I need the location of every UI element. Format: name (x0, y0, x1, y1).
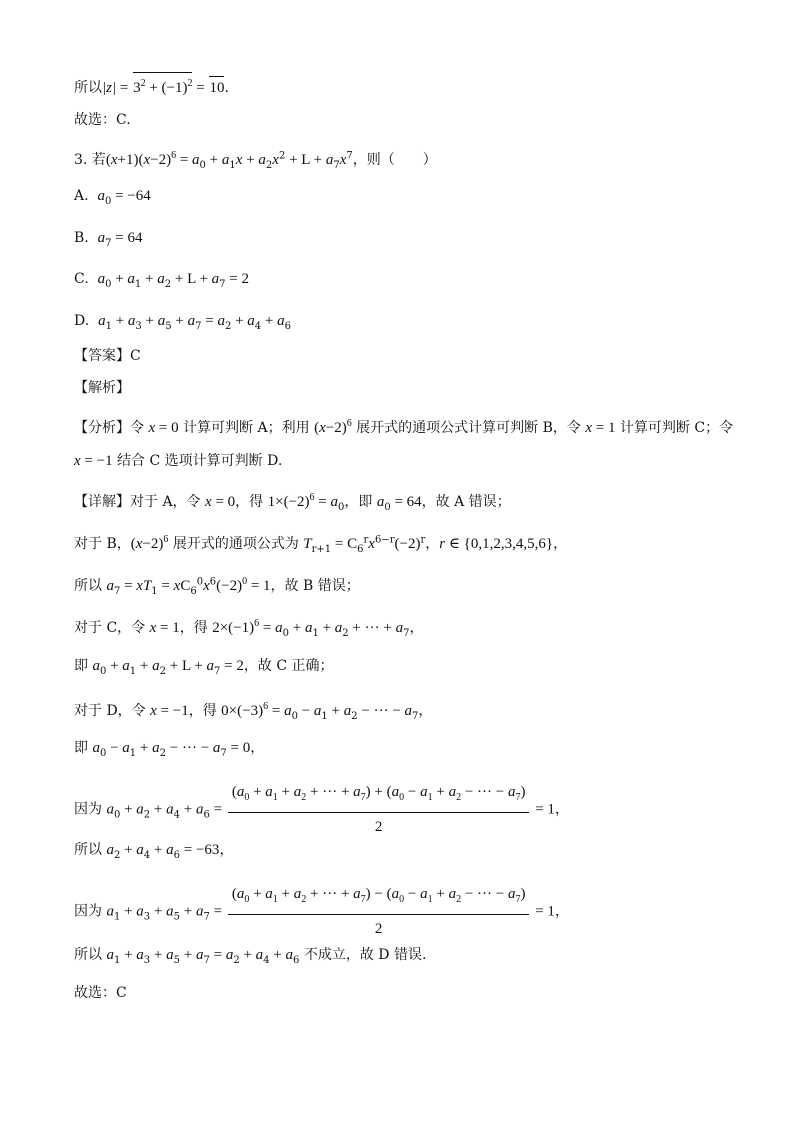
analysis-line-2: x = −1 结合 C 选项计算可判断 D. (74, 453, 283, 469)
option-a: A. $a_0 = -64$ (74, 188, 151, 207)
line-abs-z: 所以$|z| = 3^2 + (-1)^2 = 10$. (74, 72, 229, 98)
detail-a: 【详解】对于 A，令 x = 0，得 $1\times(-2)^6 = a_0$，即 $a_0 = 64$，故 A 错误； (74, 492, 511, 513)
detail-b-1: 对于 B，$(x-2)^6$ 展开式的通项公式为 $T_{r+1} = C_6^rx^{6-r}(-2)^r$，r ∈ {0,1,2,3,4,5,6}， (74, 534, 568, 555)
detail-d-2: 即 $a_0 - a_1 + a_2$ − ··· − $a_7 = 0$， (74, 740, 265, 759)
detail-even-sum: 因为 $a_0 + a_2 + a_4 + a_6$ = $\frac{(a_0 + a_1 + a_2 + \cdot\cdot\cdot + a_7) + (a_0 - a_1 + a_2 - \cdot\cdot\cdot - a_7)}{2}$ = 1， (74, 780, 569, 839)
detail-b-2: 所以 $a_7 = xT_1 = xC_6^0x^6(-2)^0 = 1$，故 B 错误； (74, 576, 360, 597)
option-b: B. $a_7 = 64$ (74, 230, 143, 249)
detail-d-1: 对于 D，令 x = −1，得 $0\times(-3)^6 = a_0 - a_1 + a_2$ − ··· − $a_7$， (74, 701, 433, 722)
detail-odd-sum: 因为 $a_1 + a_3 + a_5 + a_7$ = $\frac{(a_0 + a_1 + a_2 + \cdot\cdot\cdot + a_7) - (a_0 - a_1 + a_2 - \cdot\cdot\cdot - a_7)}{2}$ = 1， (74, 882, 569, 941)
line-choose-c-1: 故选：C. (74, 112, 131, 128)
detail-c-1: 对于 C，令 x = 1，得 $2\times(-1)^6 = a_0 + a_1 + a_2$ + ··· + $a_7$， (74, 618, 424, 639)
option-c: C. $a_0 + a_1 + a_2 + L + a_7 = 2$ (74, 271, 250, 290)
detail-d-conclusion: 所以 $a_1 + a_3 + a_5 + a_7 = a_2 + a_4 + a_6$ 不成立，故 D 错误. (74, 947, 427, 966)
detail-even-result: 所以 $a_2 + a_4 + a_6 = -63$， (74, 842, 234, 861)
line-choose-c-2: 故选：C (74, 985, 127, 1001)
answer-label: 【答案】C (74, 348, 141, 364)
question-3-stem: 3. 若$(x+1)(x-2)^6 = a_0 + a_1x + a_2x^2 + L + a_7x^7$，则（ ） (74, 150, 437, 171)
analysis-line-1: 【分析】令 x = 0 计算可判断 A；利用 $(x-2)^6$ 展开式的通项公式计算可判断 B，令 x = 1 计算可判断 C；令 (74, 418, 734, 436)
option-d: D. $a_1 + a_3 + a_5 + a_7 = a_2 + a_4 + a_6$ (74, 313, 292, 332)
analysis-header: 【解析】 (74, 380, 130, 396)
detail-c-2: 即 $a_0 + a_1 + a_2 + L + a_7 = 2$，故 C 正确； (74, 658, 334, 677)
